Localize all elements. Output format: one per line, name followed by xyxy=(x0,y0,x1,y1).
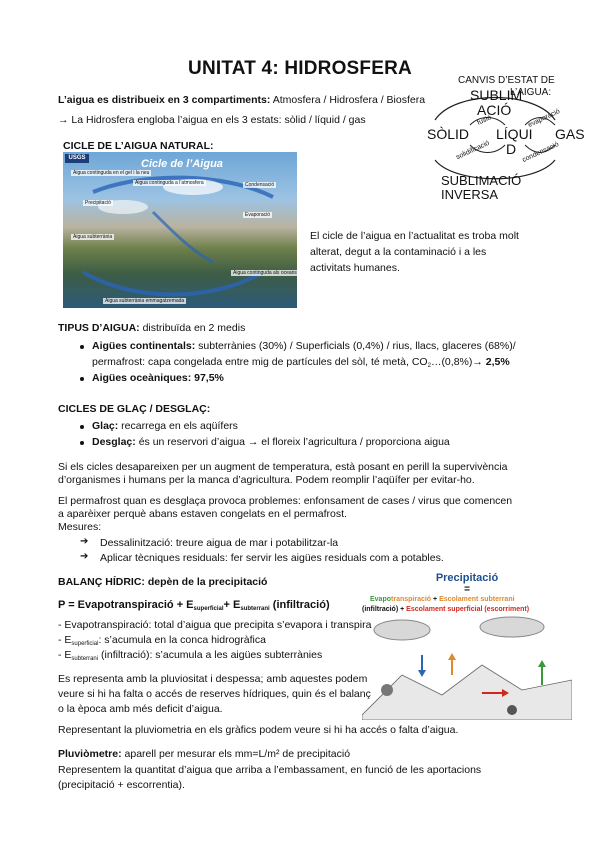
precip-title: Precipitació xyxy=(435,572,499,584)
sublimacio-inversa-label-2: INVERSA xyxy=(441,187,499,202)
glac-paragraph-2: El permafrost quan es desglaça provoca problemes: enfonsament de cases / virus que comencen a aparèixer perquè abans estaven congelats en el permafrost. xyxy=(58,495,513,520)
fusio-label: fusió xyxy=(476,114,493,127)
condensacio-label: condensació xyxy=(521,141,560,164)
balanc-formula: P = Evapotranspiració + $E_{superficial}+ E_{subterrani}$ (infiltració) xyxy=(58,599,330,612)
intro-line: L’aigua es distribueix en 3 compartiments: Atmosfera / Hidrosfera / Biosfera xyxy=(58,94,426,106)
precip-sketch xyxy=(362,615,572,720)
tipus-heading: TIPUS D’AIGUA: distribuïda en 2 medis xyxy=(58,322,246,334)
bullet-icon xyxy=(80,345,84,349)
tipus-oceaniques: Aigües oceàniques: 97,5% xyxy=(92,372,224,384)
wc-label: Aigua continguda en el gel i la neu xyxy=(73,170,150,176)
evaporacio-label: evaporació xyxy=(527,108,562,129)
usgs-logo: USGS xyxy=(65,154,89,163)
wc-label: Condensació xyxy=(245,182,275,188)
precip-line-1: Evapotranspiració + Escolament subterrani xyxy=(370,596,515,603)
page-title: UNITAT 4: HIDROSFERA xyxy=(188,58,412,79)
balanc-heading: BALANÇ HÍDRIC: depèn de la precipitació xyxy=(58,576,268,588)
wc-label: Aigua subterrània emmagatzemada xyxy=(105,298,185,304)
desglac-item: Desglaç: és un reservori d’aigua → el floreix l’agricultura / proporciona aigua xyxy=(92,436,450,448)
balanc-line-1: - Evapotranspiració: total d’aigua que precipita s’evapora i transpira xyxy=(58,619,372,631)
sublimacio-label-2: ACIÓ xyxy=(477,102,512,118)
bullet-icon xyxy=(80,377,84,381)
state-change-diagram xyxy=(415,75,585,205)
solidificacio-label: solidificació xyxy=(455,139,491,162)
balanc-paragraph-1: Es representa amb la pluviositat i despessa; amb aquestes podem veure si hi ha falta o accés de reserves hídriques, quin és el balanç o la època amb més deficit d’aigua. xyxy=(58,673,371,715)
bullet-icon xyxy=(80,425,84,429)
tipus-permafrost: permafrost: capa congelada entre mig de partícules del sòl, té metà, $CO_2\dots(0,8\%)\to 2,5\%$ xyxy=(92,356,510,369)
liquid-label: LÍQUI xyxy=(496,126,533,142)
liquid-label-2: D xyxy=(506,141,517,157)
solid-label: SÒLID xyxy=(427,126,470,142)
glac-heading: CICLES DE GLAÇ / DESGLAÇ: xyxy=(58,403,211,415)
mesures-label: Mesures: xyxy=(58,521,102,533)
balanc-line-3: - $E_{subterrani}$ (infiltració): s’acumula a les aigües subterrànies xyxy=(58,649,323,662)
wc-label: Precipitació xyxy=(85,200,111,206)
pluviometre: Pluviòmetre: aparell per mesurar els mm=L/m² de precipitació xyxy=(58,748,351,760)
bullet-icon xyxy=(80,441,84,445)
sublimacio-inversa-label: SUBLIMACIÓ xyxy=(441,173,522,188)
balanc-paragraph-3: Representem la quantitat d’aigua que arriba a l’embassament, en funció de les aportacions (precipitació + escorrentia). xyxy=(58,764,482,791)
mesura-2: Aplicar tècniques residuals: fer servir les aigües residuals com a potables. xyxy=(100,552,444,564)
glac-paragraph-1: Si els cicles desapareixen per un augment de temperatura, està posant en perill la supervivència d’organismes i humans per la manca d’agricultura. Podem reomplir l’aqüífer per evitar-ho. xyxy=(58,461,508,486)
state-title-1: CANVIS D’ESTAT DE xyxy=(458,75,555,86)
precip-line-2: (infiltració) + Escolament superficial (escorriment) xyxy=(362,606,530,613)
arrow-icon: ➔ xyxy=(80,551,89,562)
precipitation-diagram xyxy=(362,570,572,720)
wc-label: Evaporació xyxy=(245,212,271,218)
state-title-2: L’AIGUA: xyxy=(510,87,552,98)
cicle-heading: CICLE DE L’AIGUA NATURAL: xyxy=(63,140,214,152)
water-cycle-title: Cicle de l’Aigua xyxy=(141,158,223,170)
mesura-1: Dessalinització: treure aigua de mar i potabilitzar-la xyxy=(100,537,339,549)
balanc-line-2: - $E_{superficial}$: s’acumula en la conca hidrogràfica xyxy=(58,634,266,647)
intro-line-2: → La Hidrosfera engloba l’aigua en els 3 estats: sòlid / líquid / gas xyxy=(58,114,366,126)
tipus-continentals: Aigües continentals: subterrànies (30%) / Superficials (0,4%) / rius, llacs, glaceres (68%)/ xyxy=(92,340,516,352)
glac-item: Glaç: recarrega en els aqüífers xyxy=(92,420,238,432)
precip-eq: = xyxy=(464,584,470,595)
wc-label: Aigua subterrània xyxy=(73,234,113,240)
balanc-paragraph-2: Representant la pluviometria en els gràfics podem veure si hi ha accés o falta d’aigua. xyxy=(58,724,459,736)
wc-label: Aigua continguda als oceans xyxy=(233,270,297,276)
arrow-icon: ➔ xyxy=(80,536,89,547)
water-cycle-image xyxy=(63,152,297,308)
wc-label: Aigua continguda a l’atmosfera xyxy=(135,180,204,186)
sublimacio-label: SUBLIM xyxy=(470,87,523,103)
gas-label: GAS xyxy=(555,126,585,142)
cicle-text: El cicle de l’aigua en l’actualitat es troba molt alterat, degut a la contaminació i a les activitats humanes. xyxy=(310,230,519,274)
